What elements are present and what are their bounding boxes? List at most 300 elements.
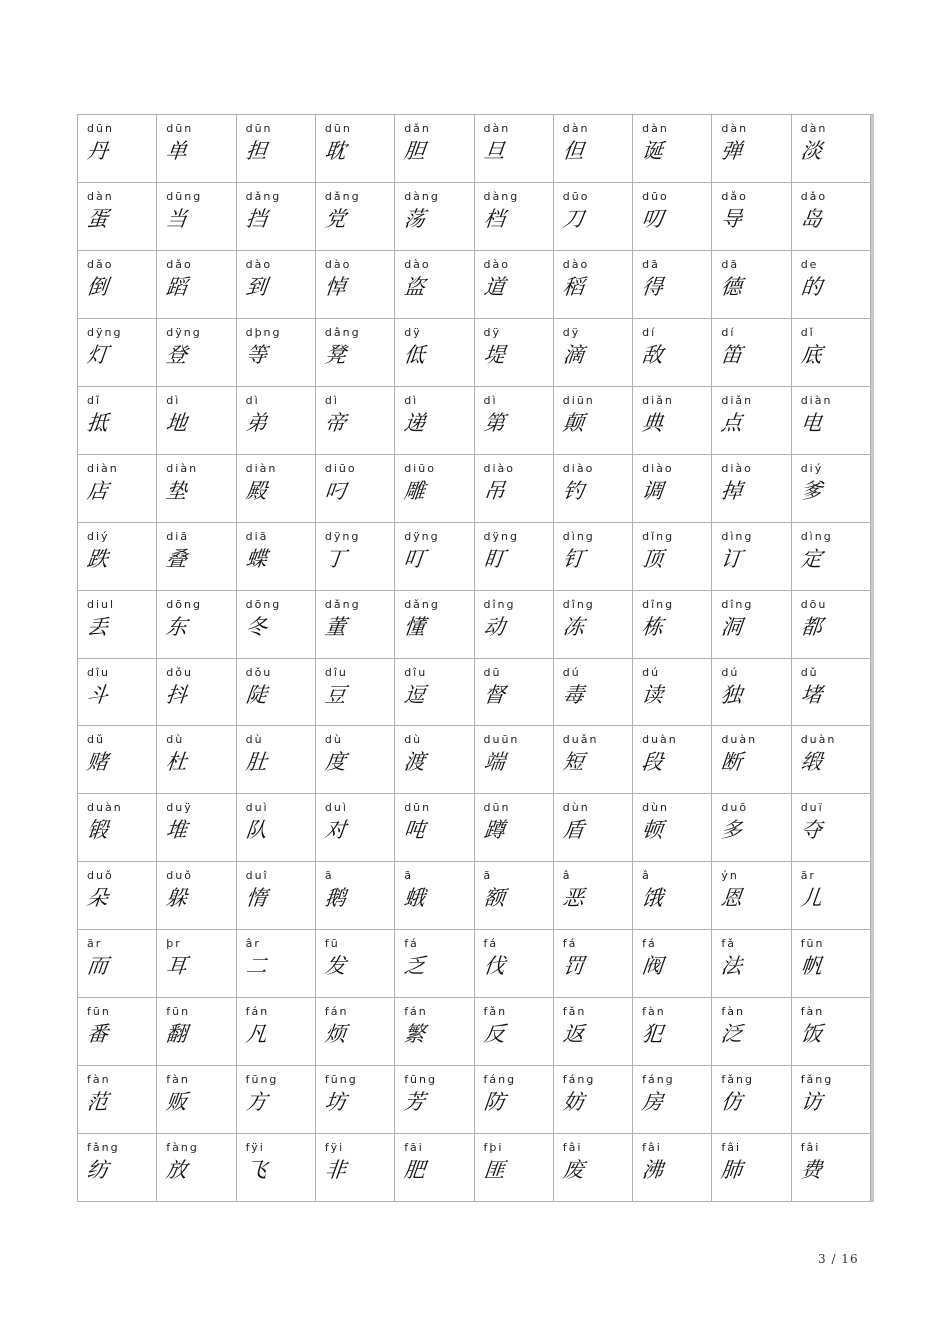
character-cell [554,1066,633,1134]
pinyin-label: fàn [87,1073,111,1087]
hanzi-character: 方 [244,1090,268,1115]
character-cell [237,862,316,930]
pinyin-label: dú [721,665,740,679]
character-cell [157,862,236,930]
pinyin-label: dùn [562,801,590,815]
hanzi-character: 仿 [720,1090,744,1115]
hanzi-character: 都 [799,614,823,639]
hanzi-character: 抵 [85,410,110,435]
hanzi-character: 范 [85,1090,110,1115]
pinyin-label: dūn [324,122,352,135]
pinyin-label: fàn [721,1005,745,1019]
hanzi-character: 弟 [244,410,268,435]
character-cell [554,659,633,727]
character-cell [633,862,712,930]
pinyin-label: dîng [642,597,675,611]
hanzi-character: 杜 [165,750,189,775]
character-cell [237,794,316,862]
character-cell [712,523,791,591]
hanzi-character: 冬 [244,614,268,639]
character-cell [792,794,871,862]
pinyin-label: fâi [721,1141,742,1155]
character-cell [395,455,474,523]
character-cell [395,251,474,319]
character-cell [237,183,316,251]
hanzi-character: 躲 [165,886,189,911]
character-cell [78,930,157,998]
character-cell [237,726,316,794]
hanzi-character: 丁 [323,546,348,571]
character-cell [633,998,712,1066]
pinyin-label: diý [87,529,110,543]
character-cell [792,726,871,794]
pinyin-label: ýn [721,869,739,883]
hanzi-character: 敌 [640,342,665,367]
hanzi-character: 电 [799,410,823,435]
character-cell [316,183,395,251]
pinyin-label: fǎn [483,1005,508,1019]
character-cell [395,591,474,659]
hanzi-character: 法 [720,954,744,979]
hanzi-character: 恩 [720,886,744,911]
pinyin-label: fǎn [562,1005,587,1019]
hanzi-character: 帆 [799,954,823,979]
pinyin-label: dîng [721,597,754,611]
hanzi-character: 沸 [640,1158,665,1183]
character-cell [475,862,554,930]
character-cell [78,794,157,862]
hanzi-character: 得 [640,274,665,299]
pinyin-label: fÿi [324,1141,345,1155]
character-cell [78,183,157,251]
character-cell [78,591,157,659]
character-cell [554,387,633,455]
pinyin-label: dǎo [721,189,748,203]
character-cell [78,726,157,794]
pinyin-label: dǐng [642,529,675,543]
character-cell [475,930,554,998]
hanzi-character: 钓 [561,478,586,503]
pinyin-label: â [562,869,572,883]
pinyin-label: fàn [166,1073,190,1087]
character-cell [237,1134,316,1202]
pinyin-label: fãi [404,1141,424,1155]
hanzi-character: 赌 [85,750,110,775]
pinyin-label: ãr [800,869,816,883]
hanzi-character: 放 [165,1158,189,1183]
character-cell [712,862,791,930]
pinyin-label: dǎng [404,597,440,611]
hanzi-character: 发 [323,954,348,979]
pinyin-label: ãr [87,937,103,951]
character-cell [475,1134,554,1202]
pinyin-label: fūn [800,937,825,951]
hanzi-character: 到 [244,274,268,299]
hanzi-character: 盗 [402,274,427,299]
pinyin-label: ã [483,869,493,883]
hanzi-character: 盯 [482,546,506,571]
character-cell [157,251,236,319]
character-cell [78,455,157,523]
hanzi-character: 伐 [482,954,506,979]
pinyin-label: dÿ [562,325,581,339]
hanzi-character: 登 [165,342,189,367]
hanzi-character: 丹 [85,139,110,163]
character-cell [475,998,554,1066]
pinyin-label: duàn [87,801,123,815]
pinyin-label: fáng [642,1073,675,1087]
character-cell [792,862,871,930]
pinyin-label: dÿng [483,529,519,543]
character-cell [237,998,316,1066]
character-cell [712,1066,791,1134]
character-cell [475,115,554,183]
character-cell [475,387,554,455]
character-cell [157,319,236,387]
pinyin-label: fáng [483,1073,517,1087]
pinyin-label: dú [562,665,581,679]
character-cell [633,1134,712,1202]
character-cell [395,115,474,183]
pinyin-label: dǎo [166,257,193,271]
character-cell [554,930,633,998]
pinyin-label: dōng [166,597,202,611]
pinyin-label: fàn [642,1005,666,1019]
hanzi-character: 度 [323,750,348,775]
pinyin-label: diul [87,597,116,611]
character-cell [712,319,791,387]
hanzi-character: 弹 [720,139,744,163]
hanzi-character: 泛 [720,1022,744,1047]
hanzi-character: 导 [720,206,744,231]
pinyin-label: dîng [483,597,516,611]
pinyin-label: fán [245,1005,270,1019]
pinyin-label: fþi [483,1141,504,1155]
character-cell [316,726,395,794]
hanzi-character: 典 [640,410,665,435]
character-cell [237,1066,316,1134]
character-cell [475,319,554,387]
hanzi-character: 多 [720,818,744,843]
character-cell [633,794,712,862]
character-cell [157,726,236,794]
pinyin-label: dūo [642,189,669,203]
character-cell [157,794,236,862]
hanzi-character: 锻 [85,818,110,843]
pinyin-label: fǎng [87,1141,120,1155]
pinyin-label: dàng [483,189,520,203]
character-cell [316,591,395,659]
pinyin-label: de [800,257,819,271]
character-cell [712,115,791,183]
pinyin-label: dÿng [166,325,202,339]
pinyin-label: dūn [166,122,194,135]
pinyin-label: fūng [324,1073,358,1087]
hanzi-character: 顶 [640,546,665,571]
hanzi-character: 颠 [561,410,586,435]
pinyin-label: dǎng [324,189,361,203]
character-cell [712,726,791,794]
pinyin-label: dìng [562,529,595,543]
pinyin-label: dàn [721,122,749,135]
character-cell [554,794,633,862]
hanzi-character: 儿 [799,886,823,911]
hanzi-character: 蹲 [482,818,506,843]
pinyin-label: dào [324,257,352,271]
hanzi-character: 妨 [561,1090,586,1115]
character-cell [792,523,871,591]
pinyin-label: fūn [87,1005,111,1019]
character-cell [316,1066,395,1134]
character-cell [712,659,791,727]
pinyin-label: diàn [87,461,119,475]
character-cell [792,319,871,387]
character-cell [475,794,554,862]
hanzi-character: 帝 [323,410,348,435]
hanzi-character: 懂 [402,614,427,639]
hanzi-character: 繁 [402,1022,427,1047]
pinyin-label: dù [324,733,343,747]
hanzi-character: 钉 [561,546,586,571]
pinyin-label: dōu [800,597,828,611]
hanzi-character: 防 [482,1090,506,1115]
hanzi-character: 订 [720,546,744,571]
character-cell [78,251,157,319]
hanzi-character: 诞 [640,139,665,163]
character-cell [316,1134,395,1202]
hanzi-character: 跌 [85,546,110,571]
hanzi-character: 肥 [402,1158,427,1183]
character-cell [78,319,157,387]
pinyin-label: diǎn [721,393,754,407]
hanzi-character: 蹈 [165,274,189,299]
character-cell [792,591,871,659]
pinyin-label: dÿng [404,529,440,543]
hanzi-character: 额 [482,886,506,911]
character-cell [237,591,316,659]
character-cell [237,659,316,727]
hanzi-character: 栋 [640,614,665,639]
character-cell [395,1134,474,1202]
hanzi-character: 蛾 [402,886,427,911]
hanzi-character: 底 [799,342,823,367]
character-cell [316,930,395,998]
character-cell [316,998,395,1066]
pinyin-label: dîu [404,665,428,679]
hanzi-character: 的 [799,274,823,299]
character-cell [395,862,474,930]
pinyin-label: diào [562,461,595,475]
hanzi-character: 独 [720,682,744,707]
hanzi-character: 刀 [561,206,586,231]
hanzi-character: 党 [323,206,348,231]
pinyin-label: diào [483,461,516,475]
character-cell [157,387,236,455]
character-cell [792,183,871,251]
pinyin-label: diàn [245,461,278,475]
character-cell [554,455,633,523]
character-cell [395,930,474,998]
pinyin-label: dÿ [404,325,422,339]
character-cell [316,862,395,930]
hanzi-character: 蝶 [244,546,268,571]
character-cell [316,794,395,862]
pinyin-label: dã [721,257,740,271]
pinyin-label: duì [245,801,269,815]
pinyin-label: fàn [800,1005,825,1019]
hanzi-character: 但 [561,139,586,163]
pinyin-label: duǒ [87,869,114,883]
hanzi-character: 毒 [561,682,586,707]
hanzi-character: 定 [799,546,823,571]
hanzi-character: 渡 [402,750,427,775]
pinyin-label: dîng [562,597,595,611]
pinyin-label: dí [642,325,657,339]
pinyin-label: dǎo [87,257,114,271]
pinyin-label: dào [245,257,273,271]
character-cell [554,115,633,183]
pinyin-label: diàn [800,393,833,407]
hanzi-character: 逗 [402,682,427,707]
pinyin-label: dào [483,257,510,271]
pinyin-label: fǎ [721,937,737,951]
pinyin-label: fâi [800,1141,821,1155]
hanzi-character: 掉 [720,478,744,503]
hanzi-character: 抖 [165,682,189,707]
pinyin-label: duì [324,801,348,815]
pinyin-label: dú [642,665,661,679]
hanzi-character: 飞 [244,1158,268,1183]
character-cell [157,930,236,998]
hanzi-character: 乏 [402,954,427,979]
hanzi-character: 鹅 [323,886,348,911]
pinyin-label: dù [404,733,423,747]
pinyin-label: dǔ [87,733,105,747]
pinyin-label: duàn [642,733,678,747]
hanzi-character: 堆 [165,818,189,843]
hanzi-character: 顿 [640,818,665,843]
character-cell [157,455,236,523]
hanzi-character: 断 [720,750,744,775]
character-cell [157,523,236,591]
hanzi-character: 陡 [244,682,268,707]
pinyin-label: dù [245,733,264,747]
character-cell [395,1066,474,1134]
character-cell [395,794,474,862]
character-cell [78,115,157,183]
pinyin-label: fáng [562,1073,596,1087]
hanzi-character: 堵 [799,682,823,707]
hanzi-character: 蛋 [85,206,110,231]
hanzi-character: 烦 [323,1022,348,1047]
pinyin-label: dàn [562,122,590,135]
pinyin-label: fǎng [721,1073,754,1087]
hanzi-character: 饿 [640,886,665,911]
pinyin-label: â [642,869,651,883]
character-cell [633,659,712,727]
hanzi-character: 对 [323,818,348,843]
character-cell [78,523,157,591]
character-cell [712,251,791,319]
hanzi-character: 肺 [720,1158,744,1183]
pinyin-label: duō [721,801,749,815]
pinyin-label: dūn [245,122,273,135]
character-cell [316,523,395,591]
hanzi-character: 当 [165,206,189,231]
hanzi-character: 费 [799,1158,823,1183]
pinyin-label: diūo [404,461,436,475]
character-cell [633,387,712,455]
hanzi-character: 董 [323,614,348,639]
hanzi-character: 岛 [799,206,823,231]
character-cell [237,930,316,998]
character-cell [554,251,633,319]
pinyin-label: dǒu [166,665,193,679]
character-cell [78,659,157,727]
hanzi-character: 饭 [799,1022,823,1047]
character-cell [633,115,712,183]
pinyin-label: dào [404,257,431,271]
character-cell [475,523,554,591]
character-cell [633,251,712,319]
character-cell [554,862,633,930]
hanzi-character: 贩 [165,1090,189,1115]
pinyin-label: dí [721,325,736,339]
pinyin-label: dǎo [800,189,828,203]
pinyin-label: dào [562,257,590,271]
hanzi-character: 耳 [165,954,189,979]
hanzi-character: 胆 [402,139,427,163]
pinyin-label: dǎng [324,597,361,611]
pinyin-label: duî [245,869,269,883]
pinyin-label: fá [562,937,578,951]
character-cell [316,251,395,319]
pinyin-label: duǎn [562,733,599,747]
pinyin-label: diàn [166,461,199,475]
hanzi-character: 店 [85,478,110,503]
character-cell [633,1066,712,1134]
character-cell [554,319,633,387]
hanzi-character: 东 [165,614,189,639]
hanzi-character: 洞 [720,614,744,639]
pinyin-label: dūn [87,122,114,135]
character-cell [395,523,474,591]
character-cell [157,115,236,183]
hanzi-character: 凳 [323,342,348,367]
character-cell [554,726,633,794]
pinyin-label: ã [324,869,334,883]
character-cell [157,591,236,659]
hanzi-character: 雕 [402,478,427,503]
pinyin-label: dì [483,393,498,407]
pinyin-label: dū [483,665,502,679]
pinyin-label: duàn [800,733,837,747]
hanzi-character: 肚 [244,750,268,775]
hanzi-character: 殿 [244,478,268,503]
pinyin-label: fūn [166,1005,191,1019]
hanzi-character: 短 [561,750,586,775]
hanzi-character: 朵 [85,886,110,911]
hanzi-character: 缎 [799,750,823,775]
pinyin-label: duÿ [166,801,193,815]
character-cell [712,1134,791,1202]
hanzi-character: 惰 [244,886,268,911]
hanzi-character: 而 [85,954,110,979]
hanzi-character: 二 [244,954,268,979]
pinyin-label: dūng [166,189,203,203]
hanzi-character: 凡 [244,1022,268,1047]
pinyin-label: dìng [721,529,754,543]
